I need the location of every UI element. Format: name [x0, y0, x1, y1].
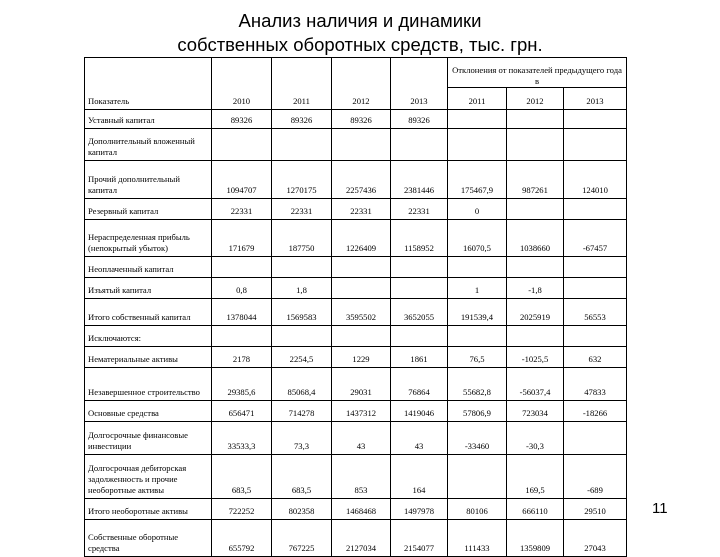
cell-value: 43	[414, 441, 424, 451]
cell-value: 22331	[290, 206, 313, 216]
cell-value: 0,8	[236, 285, 247, 295]
row-value	[448, 110, 507, 129]
row-value	[212, 455, 272, 499]
table-row	[85, 520, 627, 557]
row-value	[507, 520, 564, 557]
cell-value: 2178	[232, 354, 251, 364]
row-value	[448, 326, 507, 347]
row-label	[85, 520, 212, 557]
table-row	[85, 110, 627, 129]
row-value	[507, 161, 564, 199]
title-line-2: собственных оборотных средств, тыс. грн.	[177, 34, 543, 55]
cell-value: 1158952	[404, 243, 434, 253]
cell-value: 85068,4	[287, 387, 316, 397]
row-value	[391, 299, 448, 326]
cell-value: 57806,9	[463, 408, 491, 418]
row-value	[507, 401, 564, 422]
row-value	[564, 110, 627, 129]
row-value	[272, 199, 332, 220]
row-value	[507, 257, 564, 278]
table-row	[85, 257, 627, 278]
row-label-text: Неоплаченный капитал	[88, 264, 174, 274]
row-value	[564, 257, 627, 278]
row-value	[212, 257, 272, 278]
row-value	[272, 368, 332, 401]
row-value	[212, 401, 272, 422]
row-value	[272, 161, 332, 199]
header-year-label: 2012	[352, 96, 370, 106]
page-title	[0, 9, 720, 57]
table-row	[85, 499, 627, 520]
row-value	[507, 299, 564, 326]
row-value	[272, 257, 332, 278]
cell-value: 2257436	[345, 185, 377, 195]
row-label-text: Нематериальные активы	[88, 354, 178, 364]
row-value	[507, 455, 564, 499]
table-row	[85, 401, 627, 422]
row-value	[507, 110, 564, 129]
row-value	[448, 401, 507, 422]
row-label-text: Исключаются:	[88, 333, 142, 343]
row-value	[332, 199, 391, 220]
cell-value: 89326	[408, 115, 430, 125]
cell-value: 187750	[288, 243, 315, 253]
row-label	[85, 422, 212, 455]
table-row	[85, 278, 627, 299]
row-value	[272, 220, 332, 257]
row-value	[507, 220, 564, 257]
row-value	[448, 347, 507, 368]
cell-value: 89326	[290, 115, 313, 125]
row-value	[564, 129, 627, 161]
row-value	[272, 520, 332, 557]
header-row	[85, 58, 627, 88]
row-value	[564, 299, 627, 326]
row-value	[507, 326, 564, 347]
row-value	[212, 368, 272, 401]
row-value	[448, 161, 507, 199]
cell-value: 632	[588, 354, 602, 364]
row-value	[507, 499, 564, 520]
cell-value: 1497978	[403, 506, 435, 516]
table-row	[85, 326, 627, 347]
row-value	[448, 455, 507, 499]
row-label	[85, 199, 212, 220]
cell-value: 29510	[584, 506, 606, 516]
cell-value: 2025919	[519, 312, 551, 322]
header-year-1	[212, 58, 272, 110]
row-value	[212, 199, 272, 220]
cell-value: 1229	[352, 354, 370, 364]
capital-analysis-table	[84, 57, 627, 557]
row-label	[85, 299, 212, 326]
row-label-text: Изъятый капитал	[88, 285, 152, 295]
cell-value: -1025,5	[521, 354, 549, 364]
row-value	[448, 220, 507, 257]
header-deviation-year	[507, 88, 564, 110]
row-value	[564, 199, 627, 220]
row-value	[212, 110, 272, 129]
row-label	[85, 499, 212, 520]
row-value	[332, 326, 391, 347]
cell-value: 1359809	[519, 543, 551, 553]
row-value	[332, 368, 391, 401]
cell-value: 175467,9	[460, 185, 494, 195]
header-year-2	[272, 58, 332, 110]
row-value	[391, 161, 448, 199]
row-value	[272, 347, 332, 368]
row-value	[212, 299, 272, 326]
table-row	[85, 422, 627, 455]
cell-value: 76,5	[469, 354, 485, 364]
cell-value: 1569583	[286, 312, 317, 322]
header-year-label: 2010	[232, 96, 251, 106]
row-value	[272, 326, 332, 347]
cell-value: 73,3	[293, 441, 310, 451]
row-value	[212, 129, 272, 161]
table-row	[85, 455, 627, 499]
cell-value: 22331	[408, 206, 430, 216]
row-value	[507, 199, 564, 220]
table-row	[85, 368, 627, 401]
cell-value: 987261	[522, 185, 548, 195]
row-value	[212, 326, 272, 347]
row-value	[391, 110, 448, 129]
cell-value: 33533,3	[227, 441, 256, 451]
header-deviation-year-label: 2013	[586, 96, 604, 106]
row-value	[564, 422, 627, 455]
cell-value: 3595502	[345, 312, 377, 322]
row-value	[272, 455, 332, 499]
cell-value: 655792	[228, 543, 255, 553]
row-label-text: Дополнительный вложенный капитал	[88, 136, 195, 157]
row-value	[391, 326, 448, 347]
row-value	[272, 299, 332, 326]
row-label-text: Основные средства	[88, 408, 159, 418]
row-label-text: Уставный капитал	[88, 115, 155, 125]
row-value	[332, 455, 391, 499]
row-value	[564, 520, 627, 557]
row-value	[332, 499, 391, 520]
table-row	[85, 347, 627, 368]
row-value	[448, 520, 507, 557]
cell-value: 723034	[522, 408, 548, 418]
table-row	[85, 161, 627, 199]
row-value	[564, 278, 627, 299]
row-value	[507, 129, 564, 161]
cell-value: 29385,6	[227, 387, 256, 397]
table-row	[85, 199, 627, 220]
table-row	[85, 299, 627, 326]
row-label	[85, 347, 212, 368]
header-year-4	[391, 58, 448, 110]
row-value	[391, 455, 448, 499]
row-label	[85, 129, 212, 161]
row-value	[272, 278, 332, 299]
cell-value: 1437312	[345, 408, 377, 418]
row-value	[448, 199, 507, 220]
table-row	[85, 129, 627, 161]
row-value	[212, 422, 272, 455]
cell-value: 0	[474, 206, 480, 216]
row-value	[391, 520, 448, 557]
cell-value: 169,5	[525, 485, 545, 495]
row-value	[272, 401, 332, 422]
row-label-text: Итого собственный капитал	[88, 312, 191, 322]
header-deviation-year	[448, 88, 507, 110]
row-label	[85, 220, 212, 257]
cell-value: 55682,8	[463, 387, 491, 397]
cell-value: 171679	[228, 243, 255, 253]
row-value	[391, 278, 448, 299]
row-value	[448, 299, 507, 326]
header-deviation-year-label: 2012	[526, 96, 544, 106]
row-label-text: Незавершенное строительство	[88, 387, 200, 397]
row-label-text: Собственные оборотные средства	[88, 532, 179, 553]
row-value	[391, 347, 448, 368]
row-value	[507, 278, 564, 299]
row-value	[212, 520, 272, 557]
row-value	[391, 220, 448, 257]
header-deviation-year-label: 2011	[468, 96, 486, 106]
cell-value: 47833	[584, 387, 606, 397]
cell-value: -18266	[582, 408, 608, 418]
cell-value: 2254,5	[289, 354, 314, 364]
cell-value: 683,5	[231, 485, 252, 495]
cell-value: 164	[412, 485, 426, 495]
row-value	[272, 499, 332, 520]
cell-value: 1861	[410, 354, 428, 364]
row-value	[272, 422, 332, 455]
header-indicator	[85, 58, 212, 110]
cell-value: 22331	[350, 206, 372, 216]
row-value	[564, 401, 627, 422]
row-value	[448, 257, 507, 278]
header-year-label: 2011	[293, 96, 310, 106]
row-value	[212, 499, 272, 520]
row-value	[507, 347, 564, 368]
row-value	[448, 499, 507, 520]
header-deviation-year	[564, 88, 627, 110]
table-row	[85, 220, 627, 257]
row-value	[391, 401, 448, 422]
row-label-text: Резервный капитал	[88, 206, 159, 216]
row-label-text: Прочий дополнительный капитал	[88, 174, 180, 195]
row-value	[332, 110, 391, 129]
cell-value: 191539,4	[460, 312, 494, 322]
row-value	[448, 422, 507, 455]
cell-value: 76864	[408, 387, 430, 397]
page-number: 11	[652, 500, 668, 517]
row-value	[332, 347, 391, 368]
row-value	[332, 257, 391, 278]
cell-value: 666110	[522, 506, 548, 516]
cell-value: 1468468	[345, 506, 377, 516]
cell-value: 89326	[230, 115, 253, 125]
cell-value: 683,5	[291, 485, 312, 495]
cell-value: 3652055	[403, 312, 435, 322]
cell-value: 1	[474, 285, 480, 295]
row-value	[564, 161, 627, 199]
cell-value: 16070,5	[463, 243, 491, 253]
header-indicator-label: Показатель	[88, 96, 130, 106]
cell-value: -56037,4	[519, 387, 551, 397]
cell-value: 656471	[228, 408, 255, 418]
cell-value: 27043	[584, 543, 606, 553]
cell-value: 714278	[288, 408, 315, 418]
row-label	[85, 278, 212, 299]
row-label	[85, 401, 212, 422]
row-label-text: Долгосрочные финансовые инвестиции	[88, 430, 188, 451]
cell-value: 1094707	[226, 185, 257, 195]
cell-value: 124010	[582, 185, 608, 195]
cell-value: 2381446	[403, 185, 435, 195]
row-label	[85, 455, 212, 499]
cell-value: -30,3	[526, 441, 544, 451]
row-value	[448, 368, 507, 401]
row-value	[391, 422, 448, 455]
cell-value: 2154077	[403, 543, 435, 553]
row-label	[85, 368, 212, 401]
row-value	[564, 326, 627, 347]
cell-value: -1,8	[528, 285, 542, 295]
row-value	[564, 499, 627, 520]
cell-value: 89326	[350, 115, 372, 125]
row-value	[212, 278, 272, 299]
cell-value: 853	[354, 485, 368, 495]
header-year-3	[332, 58, 391, 110]
row-value	[332, 422, 391, 455]
row-value	[332, 401, 391, 422]
cell-value: 722252	[228, 506, 255, 516]
row-label	[85, 161, 212, 199]
cell-value: 22331	[230, 206, 253, 216]
row-value	[212, 220, 272, 257]
cell-value: -67457	[582, 243, 608, 253]
row-value	[564, 347, 627, 368]
cell-value: 767225	[288, 543, 315, 553]
row-value	[564, 368, 627, 401]
row-value	[272, 110, 332, 129]
header-deviation: Отклонения от показателей предыдущего года в	[448, 58, 627, 88]
row-value	[332, 299, 391, 326]
row-value	[391, 129, 448, 161]
row-label	[85, 326, 212, 347]
row-value	[332, 161, 391, 199]
cell-value: 1,8	[296, 285, 307, 295]
cell-value: 1378044	[226, 312, 257, 322]
row-value	[564, 455, 627, 499]
row-value	[448, 129, 507, 161]
title-line-1: Анализ наличия и динамики	[238, 10, 482, 31]
cell-value: 1038660	[519, 243, 551, 253]
cell-value: 111433	[464, 543, 490, 553]
row-value	[391, 499, 448, 520]
header-year-label: 2013	[410, 96, 428, 106]
cell-value: 1270175	[286, 185, 317, 195]
cell-value: 1419046	[403, 408, 435, 418]
cell-value: 2127034	[345, 543, 377, 553]
row-value	[332, 220, 391, 257]
row-value	[391, 257, 448, 278]
row-label-text: Итого необоротные активы	[88, 506, 188, 516]
row-label-text: Нераспределенная прибыль (непокрытый убыток)	[88, 232, 190, 253]
row-value	[332, 278, 391, 299]
cell-value: 29031	[350, 387, 372, 397]
cell-value: 56553	[584, 312, 606, 322]
row-value	[564, 220, 627, 257]
row-value	[212, 347, 272, 368]
cell-value: 802358	[288, 506, 315, 516]
row-value	[212, 161, 272, 199]
row-value	[507, 368, 564, 401]
cell-value: -689	[587, 485, 603, 495]
row-label	[85, 257, 212, 278]
row-value	[272, 129, 332, 161]
row-value	[448, 278, 507, 299]
row-label	[85, 110, 212, 129]
cell-value: -33460	[464, 441, 490, 451]
cell-value: 43	[356, 441, 366, 451]
cell-value: 80106	[466, 506, 488, 516]
row-label-text: Долгосрочная дебиторская задолженность и прочие необоротные активы	[88, 463, 187, 495]
row-value	[332, 520, 391, 557]
row-value	[391, 199, 448, 220]
row-value	[391, 368, 448, 401]
row-value	[332, 129, 391, 161]
cell-value: 1226409	[345, 243, 377, 253]
row-value	[507, 422, 564, 455]
